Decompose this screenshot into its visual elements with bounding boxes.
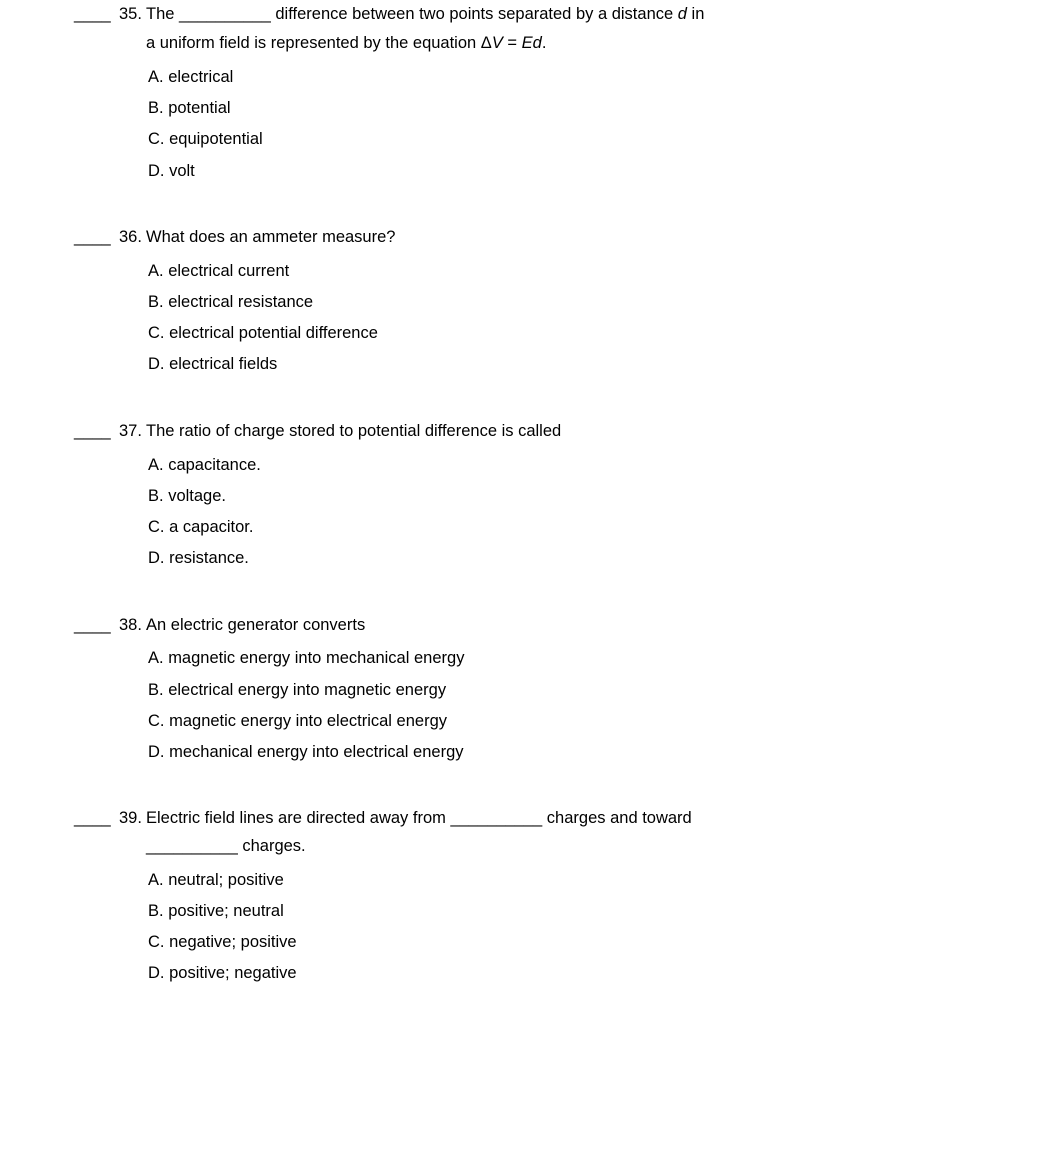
question-number: 38. [119, 616, 142, 634]
question-stem: The ratio of charge stored to potential difference is called [146, 422, 562, 440]
question-number: 37. [119, 422, 142, 440]
variable-v: V [491, 34, 503, 52]
option-a: A. capacitance. [148, 456, 261, 474]
option-b: B. electrical resistance [148, 293, 314, 311]
option-b: B. electrical energy into magnetic energy [148, 681, 447, 699]
question-number: 35. [119, 5, 142, 23]
variable-d: d [677, 5, 687, 23]
answer-blank[interactable]: ____ [74, 809, 111, 827]
option-c: C. magnetic energy into electrical energy [148, 712, 447, 730]
option-d: D. volt [148, 162, 195, 180]
option-d: D. positive; negative [148, 964, 297, 982]
option-a: A. neutral; positive [148, 871, 284, 889]
option-b: B. potential [148, 99, 231, 117]
option-c: C. a capacitor. [148, 518, 254, 536]
option-c: C. negative; positive [148, 933, 297, 951]
option-b: B. positive; neutral [148, 902, 284, 920]
question-stem-line-1: Electric field lines are directed away from __________ charges and toward [146, 809, 692, 827]
answer-blank[interactable]: ____ [74, 228, 111, 246]
option-d: D. mechanical energy into electrical energy [148, 743, 464, 761]
option-c: C. electrical potential difference [148, 324, 378, 342]
question-number: 36. [119, 228, 142, 246]
question-number: 39. [119, 809, 142, 827]
option-a: A. magnetic energy into mechanical energy [148, 649, 465, 667]
question-stem-line-1: The __________ difference between two points separated by a distance d in [146, 5, 705, 23]
option-b: B. voltage. [148, 487, 226, 505]
fill-in-blank: __________ [179, 5, 271, 23]
option-c: C. equipotential [148, 130, 263, 148]
option-d: D. resistance. [148, 549, 249, 567]
question-stem: What does an ammeter measure? [146, 228, 396, 246]
question-stem: An electric generator converts [146, 616, 366, 634]
option-d: D. electrical fields [148, 355, 278, 373]
option-a: A. electrical [148, 68, 234, 86]
answer-blank[interactable]: ____ [74, 616, 111, 634]
answer-blank[interactable]: ____ [74, 5, 111, 23]
option-a: A. electrical current [148, 262, 290, 280]
answer-blank[interactable]: ____ [74, 422, 111, 440]
question-stem-line-2: __________ charges. [146, 837, 306, 855]
variable-ed: Ed [521, 34, 542, 52]
question-stem-line-2: a uniform field is represented by the equation ΔV = Ed. [146, 34, 547, 52]
